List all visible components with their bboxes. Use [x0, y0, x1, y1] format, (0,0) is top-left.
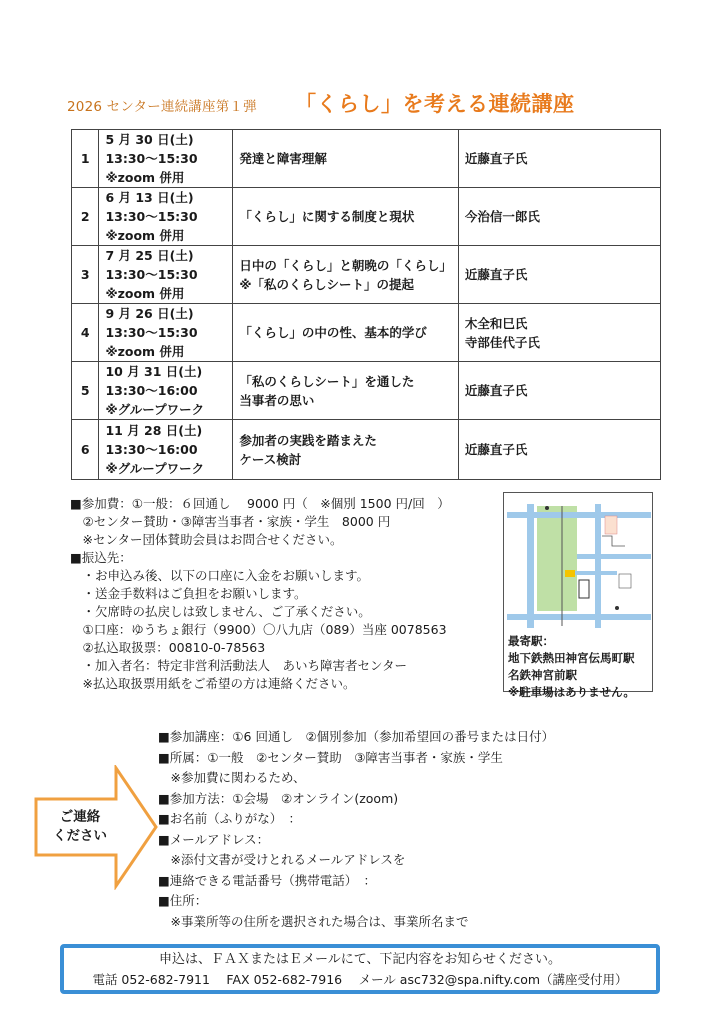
topic-line: 当事者の思い: [239, 392, 315, 408]
session-topic: [233, 246, 459, 304]
contact-us-label: [40, 808, 120, 846]
table-row: [72, 130, 661, 188]
speaker-name: 近藤直子氏: [464, 151, 528, 166]
session-date: 9 月 26 日(土): [105, 306, 194, 321]
session-speaker: [458, 304, 660, 362]
session-topic: [233, 420, 459, 480]
fee-line: ※センター団体賛助会員はお問合せください。: [70, 532, 343, 547]
session-note: ※zoom 併用: [105, 170, 185, 185]
session-speaker: [458, 362, 660, 420]
road-vertical: [595, 504, 601, 628]
session-time: 13:30～16:00: [105, 383, 198, 398]
session-topic: [233, 188, 459, 246]
road-vertical: [527, 504, 534, 628]
map-graphic: [507, 496, 651, 631]
session-speaker: [458, 420, 660, 480]
payment-line: ・お申込み後、以下の口座に入金をお願いします。: [70, 568, 370, 583]
fee-line: ■参加費：①一般：６回通し 9000 円（ ※個別 1500 円/回 ）: [70, 496, 450, 511]
payment-line: ・送金手数料はご負担をお願いします。: [70, 586, 307, 601]
application-item: ■お名前（ふりがな） ：: [158, 811, 302, 826]
session-number: 4: [72, 304, 99, 362]
session-datetime: [99, 130, 233, 188]
table-row: [72, 362, 661, 420]
application-note: ※事業所等の住所を選択された場合は、事業所名まで: [158, 913, 469, 929]
access-map: [503, 492, 653, 699]
road-horizontal: [577, 554, 651, 559]
fee-line: ②センター賛助・③障害当事者・家族・学生 8000 円: [70, 514, 391, 529]
contact-us-line: ください: [53, 828, 107, 844]
topic-line: 参加者の実践を踏まえた: [239, 432, 377, 448]
speaker-name: 近藤直子氏: [464, 267, 528, 282]
road-horizontal: [507, 512, 651, 518]
contact-instruction: 申込は、ＦＡＸまたはＥメールにて、下記内容をお知らせください。: [158, 952, 562, 967]
payment-line: ※払込取扱票用紙をご希望の方は連絡ください。: [70, 676, 356, 691]
title-row: [67, 88, 687, 118]
topic-line: 「私のくらしシート」を通した: [239, 373, 415, 389]
session-note: ※zoom 併用: [105, 228, 185, 243]
session-date: 11 月 28 日(土): [105, 423, 203, 438]
session-note: ※グループワーク: [105, 461, 205, 476]
fee-and-payment-info: [70, 495, 500, 693]
session-time: 13:30～15:30: [105, 151, 198, 166]
speaker-name: 近藤直子氏: [464, 442, 528, 457]
table-row: [72, 246, 661, 304]
session-speaker: [458, 188, 660, 246]
application-item: ■メールアドレス：: [158, 831, 270, 847]
application-item: ■住所：: [158, 893, 208, 908]
session-date: 6 月 13 日(土): [105, 190, 194, 205]
topic-line: 「くらし」に関する制度と現状: [239, 209, 415, 224]
center-marker: [565, 570, 575, 577]
account-holder-line: ・加入者名：特定非営利活動法人 あいち障害者センター: [70, 658, 408, 673]
road-horizontal: [507, 614, 651, 620]
session-note: ※zoom 併用: [105, 286, 185, 301]
application-item: ■所属：①一般 ②センター賛助 ③障害当事者・家族・学生: [158, 749, 503, 765]
contact-box: [60, 944, 660, 994]
session-date: 7 月 25 日(土): [105, 248, 194, 263]
session-datetime: [99, 188, 233, 246]
session-number: 3: [72, 246, 99, 304]
session-time: 13:30～15:30: [105, 209, 198, 224]
session-number: 1: [72, 130, 99, 188]
session-number: 2: [72, 188, 99, 246]
session-topic: [233, 304, 459, 362]
application-item: ■連絡できる電話番号（携帯電話） ：: [158, 872, 377, 888]
building-marker: [605, 516, 617, 534]
session-time: 13:30～15:30: [105, 267, 198, 282]
bank-account-line: ①口座：ゆうちょ銀行（9900）〇八九店（089）当座 0078563: [70, 622, 447, 637]
session-datetime: [99, 362, 233, 420]
session-date: 5 月 30 日(土): [105, 132, 194, 147]
speaker-name: 寺部佳代子氏: [464, 334, 540, 350]
session-speaker: [458, 246, 660, 304]
application-items: [158, 727, 658, 932]
session-number: 5: [72, 362, 99, 420]
application-item: ■参加講座：①6 回通し ②個別参加（参加希望回の番号または日付）: [158, 729, 555, 744]
nearest-station-heading: 最寄駅：: [508, 634, 554, 648]
application-note: ※添付文書が受けとれるメールアドレスを: [158, 852, 406, 867]
table-row: [72, 304, 661, 362]
page-title: 「くらし」を考える連続講座: [295, 92, 575, 116]
nearest-station-info: [508, 633, 652, 701]
contact-us-line: ご連絡: [59, 809, 101, 825]
application-note: ※参加費に関わるため、: [158, 770, 306, 785]
session-datetime: [99, 304, 233, 362]
station-marker: [615, 606, 619, 610]
contact-details: 電話 052-682-7911 FAX 052-682-7916 メール asc732@spa.nifty.com（講座受付用）: [92, 972, 628, 987]
session-time: 13:30～16:00: [105, 442, 198, 457]
session-date: 10 月 31 日(土): [105, 364, 203, 379]
session-time: 13:30～15:30: [105, 325, 198, 340]
speaker-name: 木全和巳氏: [464, 315, 528, 331]
session-speaker: [458, 130, 660, 188]
payment-heading: ■振込先：: [70, 550, 132, 565]
table-row: [72, 420, 661, 480]
topic-line: 「くらし」の中の性、基本的学び: [239, 325, 427, 340]
park-area: [537, 506, 577, 611]
speaker-name: 今治信一郎氏: [464, 209, 540, 224]
table-row: [72, 188, 661, 246]
topic-line: ケース検討: [239, 451, 302, 467]
series-subtitle: 2026 センター連続講座第１弾: [67, 99, 257, 115]
building-outline: [619, 574, 631, 588]
transfer-slip-line: ②払込取扱票：00810-0-78563: [70, 640, 266, 655]
schedule-table: [71, 129, 661, 480]
station-name: 地下鉄熱田神宮伝馬町駅: [508, 651, 635, 665]
session-datetime: [99, 420, 233, 480]
session-number: 6: [72, 420, 99, 480]
station-marker: [545, 506, 549, 510]
speaker-name: 近藤直子氏: [464, 383, 528, 398]
session-topic: [233, 130, 459, 188]
session-datetime: [99, 246, 233, 304]
topic-line: 日中の「くらし」と朝晩の「くらし」: [239, 257, 452, 273]
session-note: ※zoom 併用: [105, 344, 185, 359]
session-note: ※グループワーク: [105, 402, 205, 417]
topic-line: 発達と障害理解: [239, 151, 327, 166]
parking-note: ※駐車場はありません。: [508, 685, 635, 699]
payment-line: ・欠席時の払戻しは致しません、ご了承ください。: [70, 604, 371, 619]
application-item: ■参加方法：①会場 ②オンライン(zoom): [158, 790, 399, 806]
topic-line: ※「私のくらしシート」の提起: [239, 276, 414, 292]
station-name: 名鉄神宮前駅: [508, 668, 577, 682]
session-topic: [233, 362, 459, 420]
building-outline: [579, 580, 589, 598]
